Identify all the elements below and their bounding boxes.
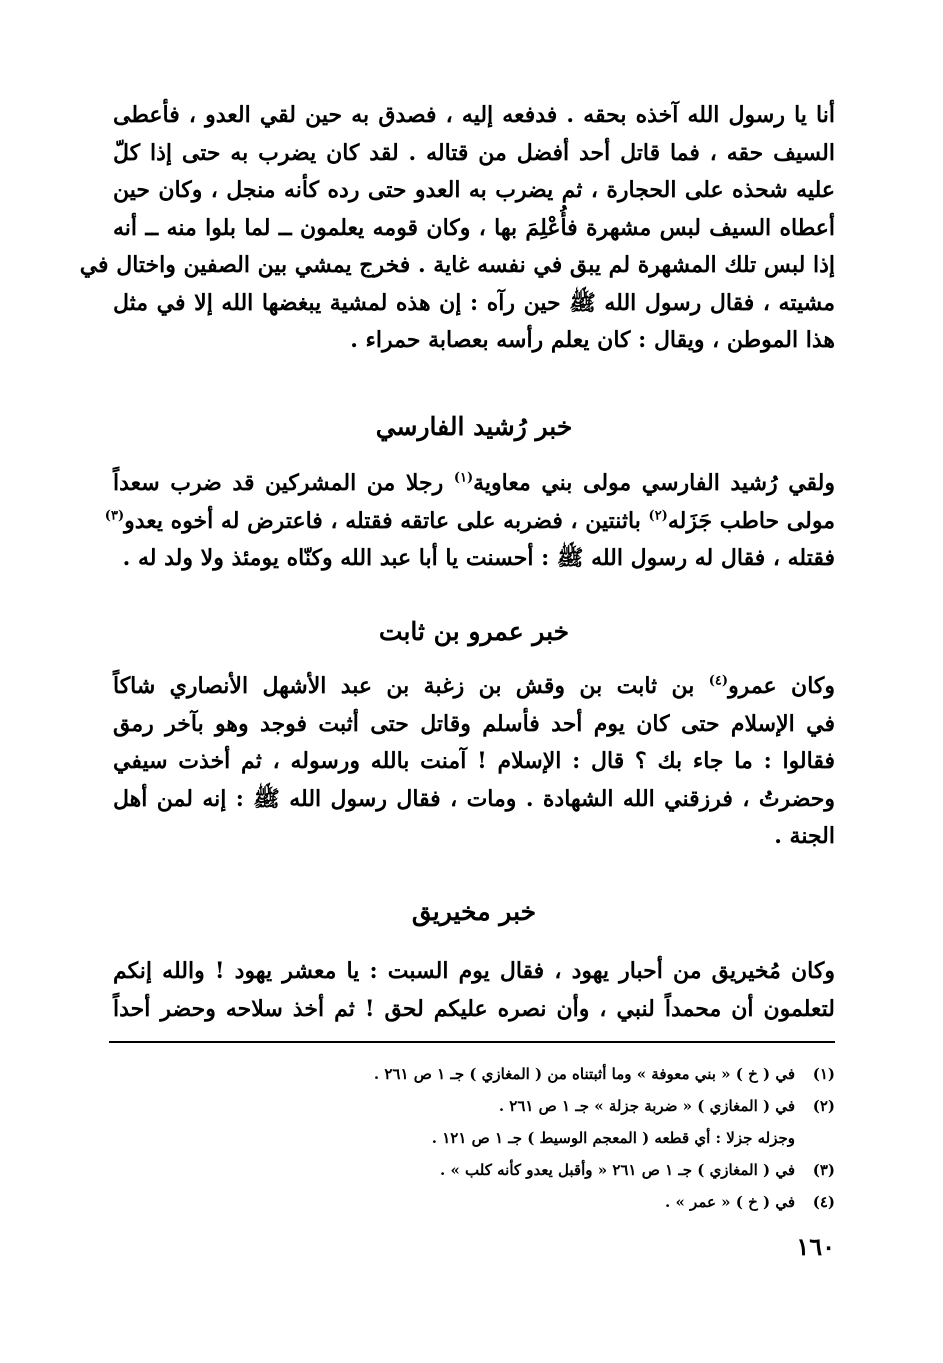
text-fragment: بن ثابت بن وقش بن زغبة بن عبد الأشهل الأنصاري شاكاً — [113, 673, 709, 699]
footnote-item — [109, 1122, 835, 1154]
text-fragment: وكان عمرو — [728, 673, 835, 699]
text-line: السيف حقه ، فما قاتل أحد أفضل من قتاله . لقد كان يضرب به حتى إذا كلّ — [113, 139, 835, 166]
section-heading-rushayd: خبر رُشيد الفارسي — [375, 412, 573, 441]
text-line — [113, 668, 835, 706]
text-line: في الإسلام حتى كان يوم أحد فأسلم وقاتل حتى أثبت فوجد وهو بآخر رمق — [113, 710, 835, 737]
footnote-text: في ( المغازي ) « ضربة جزلة » جـ ١ ص ٢٦١ . — [498, 1097, 795, 1115]
section-heading-amr: خبر عمرو بن ثابت — [378, 617, 570, 646]
page-number: ١٦٠ — [796, 1232, 835, 1261]
text-line: عليه شحذه على الحجارة ، ثم يضرب به العدو حتى رده كأنه منجل ، وكان حين — [113, 177, 835, 203]
text-line: أعطاه السيف لبس مشهرة فأُعْلِمَ بها ، وكان قومه يعلمون ــ لما بلوا منه ــ أنه — [113, 214, 835, 241]
footnote-ref: (١) — [453, 470, 474, 486]
footnote-ref: (٢) — [648, 508, 668, 524]
text-line — [104, 503, 835, 541]
footnote-text: وجزله جزلا : أي قطعه ( المعجم الوسيط ) جـ ١ ص ١٢١ . — [431, 1129, 795, 1147]
section-paragraph-amr — [113, 668, 835, 856]
text-line: هذا الموطن ، ويقال : كان يعلم رأسه بعصابة حمراء . — [350, 327, 835, 353]
footnotes — [109, 1058, 835, 1218]
footnote-ref: (٣) — [104, 508, 125, 524]
section-heading-mukhayriq: خبر مخيريق — [411, 897, 537, 926]
footnote-item — [109, 1058, 835, 1090]
text-fragment: مولى حاطب جَزَله — [667, 507, 835, 534]
text-line: وحضرتُ ، فرزقني الله الشهادة . ومات ، فقال رسول الله ﷺ : إنه لمن أهل — [113, 785, 835, 812]
footnote-number: (٤) — [812, 1193, 835, 1211]
footnote-text: في ( خ ) « بني معوفة » وما أثبتناه من ( المغازي ) جـ ١ ص ٢٦١ . — [373, 1065, 795, 1083]
footnote-item — [109, 1154, 835, 1186]
text-fragment: باثنتين ، فضربه على عاتقه فقتله ، فاعترض له أخوه يعدو — [124, 507, 649, 534]
text-line: مشيته ، فقال رسول الله ﷺ حين رآه : إن هذه لمشية يبغضها الله إلا في مثل — [113, 289, 835, 316]
footnote-divider — [109, 1041, 835, 1043]
text-line: لتعلمون أن محمداً لنبي ، وأن نصره عليكم لحق ! ثم أخذ سلاحه وحضر أحداً — [113, 995, 835, 1022]
footnote-item — [109, 1090, 835, 1122]
text-line — [113, 465, 835, 503]
footnote-number: (٣) — [812, 1161, 835, 1179]
opening-paragraph — [79, 97, 835, 360]
footnote-number: (٢) — [812, 1097, 835, 1115]
section-paragraph-mukhayriq — [113, 953, 835, 1028]
text-line: فقتله ، فقال له رسول الله ﷺ : أحسنت يا أبا عبد الله وكنّاه يومئذ ولا ولد له . — [122, 545, 835, 571]
text-line: أنا يا رسول الله آخذه بحقه . فدفعه إليه ، فصدق به حين لقي العدو ، فأعطى — [113, 102, 835, 128]
text-line: إذا لبس تلك المشهرة لم يبق في نفسه غاية . فخرج يمشي بين الصفين واختال في — [79, 252, 835, 278]
text-fragment: ولقي رُشيد الفارسي مولى بني معاوية — [473, 470, 836, 496]
footnote-text: في ( خ ) « عمر » . — [665, 1193, 795, 1211]
footnote-number: (١) — [812, 1065, 835, 1083]
text-line: الجنة . — [774, 823, 835, 849]
footnote-item — [109, 1186, 835, 1218]
footnote-ref: (٤) — [708, 673, 729, 689]
footnote-text: في ( المغازي ) جـ ١ ص ٢٦١ « وأقبل يعدو كأنه كلب » . — [440, 1161, 795, 1179]
text-line: فقالوا : ما جاء بك ؟ قال : الإسلام ! آمنت بالله ورسوله ، ثم أخذت سيفي — [113, 748, 835, 774]
text-fragment: رجلا من المشركين قد ضرب سعداً — [113, 470, 454, 496]
text-line: وكان مُخيريق من أحبار يهود ، فقال يوم السبت : يا معشر يهود ! والله إنكم — [113, 958, 835, 984]
section-paragraph-rushayd — [104, 465, 836, 578]
